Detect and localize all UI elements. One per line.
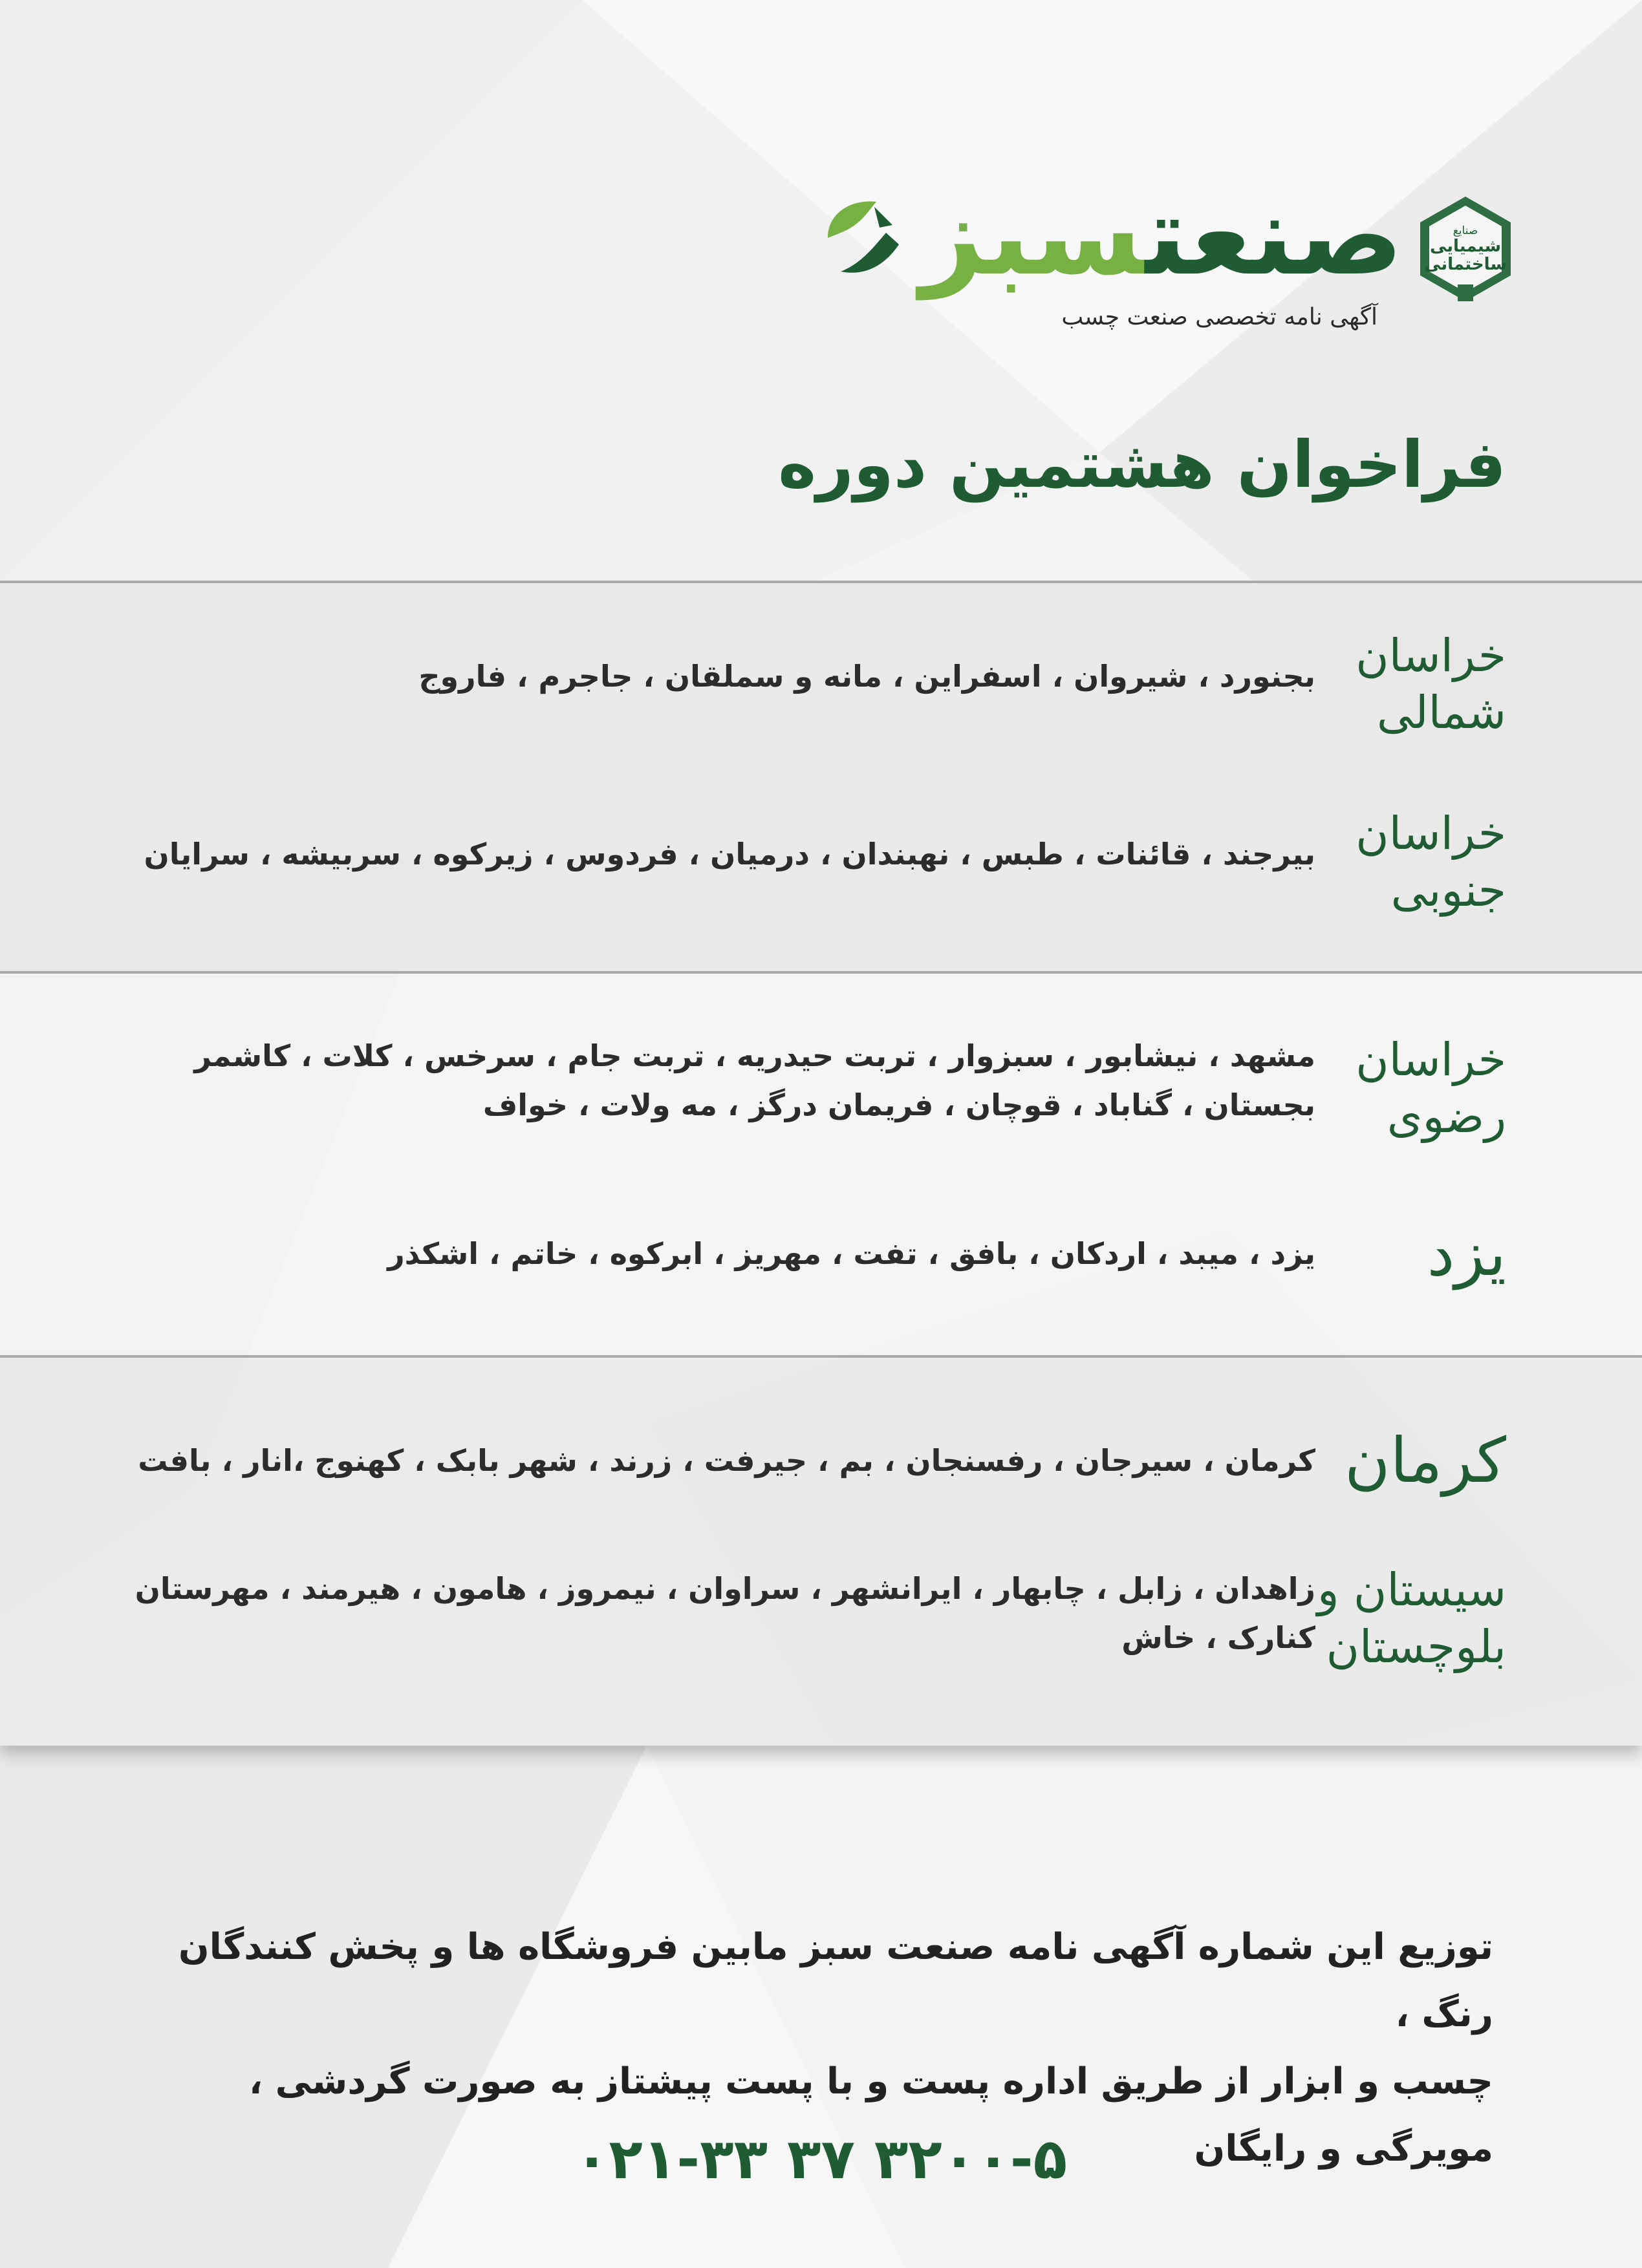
province-line: یزد xyxy=(1427,1217,1506,1290)
province-line: بلوچستان xyxy=(1326,1620,1506,1673)
province-name xyxy=(1312,805,1506,919)
city-list xyxy=(132,829,1315,879)
province-line: کرمان xyxy=(1345,1424,1506,1497)
city-list xyxy=(132,1436,1315,1485)
leaf-logo-icon xyxy=(815,187,912,284)
city-list xyxy=(132,652,1315,701)
brand-word-1: صنعت xyxy=(1145,172,1403,300)
province-name xyxy=(1312,627,1506,741)
note-line: چسب و ابزار از طریق اداره پست و با پست پیشتاز به صورت گردشی ، مویرگی و رایگان xyxy=(248,2060,1493,2170)
badge-logo xyxy=(1418,194,1513,304)
province-name xyxy=(1312,1217,1506,1290)
province-name xyxy=(1312,1424,1506,1497)
badge-line-3: ساختمانی xyxy=(1424,255,1507,275)
city-list xyxy=(132,1031,1315,1129)
province-line: جنوبی xyxy=(1390,864,1506,917)
city-list xyxy=(132,1564,1315,1662)
badge-line-2: شیمیایی xyxy=(1429,236,1502,256)
brand-word-2: سبز xyxy=(920,172,1145,300)
header xyxy=(815,172,1513,343)
tagline: آگهی نامه تخصصی صنعت چسب xyxy=(1061,304,1377,330)
city-line: بیرجند ، قائنات ، طبس ، نهبندان ، درمیان ، فردوس ، زیرکوه ، سربیشه ، سرایان xyxy=(144,837,1315,872)
city-line: یزد ، میبد ، اردکان ، بافق ، تفت ، مهریز ، ابرکوه ، خاتم ، اشکذر xyxy=(387,1236,1315,1271)
table-band-3 xyxy=(0,1358,1642,1746)
badge-line-1: صنایع xyxy=(1453,224,1478,237)
divider xyxy=(0,581,1642,583)
city-line: مشهد ، نیشابور ، سبزوار ، تربت حیدریه ، تربت جام ، سرخس ، کلات ، کاشمر xyxy=(194,1038,1315,1073)
province-line: شمالی xyxy=(1376,686,1506,739)
brand-wordmark xyxy=(920,172,1403,300)
city-line: زاهدان ، زابل ، چابهار ، ایرانشهر ، سراوان ، نیمروز ، هامون ، هیرمند ، مهرستان xyxy=(135,1571,1315,1606)
city-line: کنارک ، خاش xyxy=(1121,1620,1315,1655)
province-line: خراسان xyxy=(1356,807,1506,860)
province-name xyxy=(1312,1031,1506,1145)
phone-number: ۰۲۱-۳۳ ۳۷ ۳۲۰۰-۵ xyxy=(574,2127,1068,2192)
province-line: خراسان xyxy=(1356,1033,1506,1086)
city-line: بجنورد ، شیروان ، اسفراین ، مانه و سملقان ، جاجرم ، فاروج xyxy=(418,659,1315,694)
note-line: توزیع این شماره آگهی نامه صنعت سبز مابین فروشگاه ها و پخش کنندگان رنگ ، xyxy=(178,1926,1493,2035)
city-line: بجستان ، گناباد ، قوچان ، فریمان درگز ، مه ولات ، خواف xyxy=(482,1087,1315,1122)
badge-text xyxy=(1418,225,1513,274)
city-line: کرمان ، سیرجان ، رفسنجان ، بم ، جیرفت ، زرند ، شهر بابک ، کهنوج ،انار ، بافت xyxy=(138,1443,1315,1478)
province-line: رضوی xyxy=(1387,1090,1506,1143)
divider xyxy=(0,1355,1642,1358)
city-list xyxy=(132,1229,1315,1278)
page-title: فراخوان هشتمین دوره xyxy=(778,427,1506,502)
divider xyxy=(0,971,1642,974)
province-line: سیستان و xyxy=(1317,1563,1506,1616)
province-name xyxy=(1312,1561,1506,1675)
province-line: خراسان xyxy=(1356,629,1506,682)
